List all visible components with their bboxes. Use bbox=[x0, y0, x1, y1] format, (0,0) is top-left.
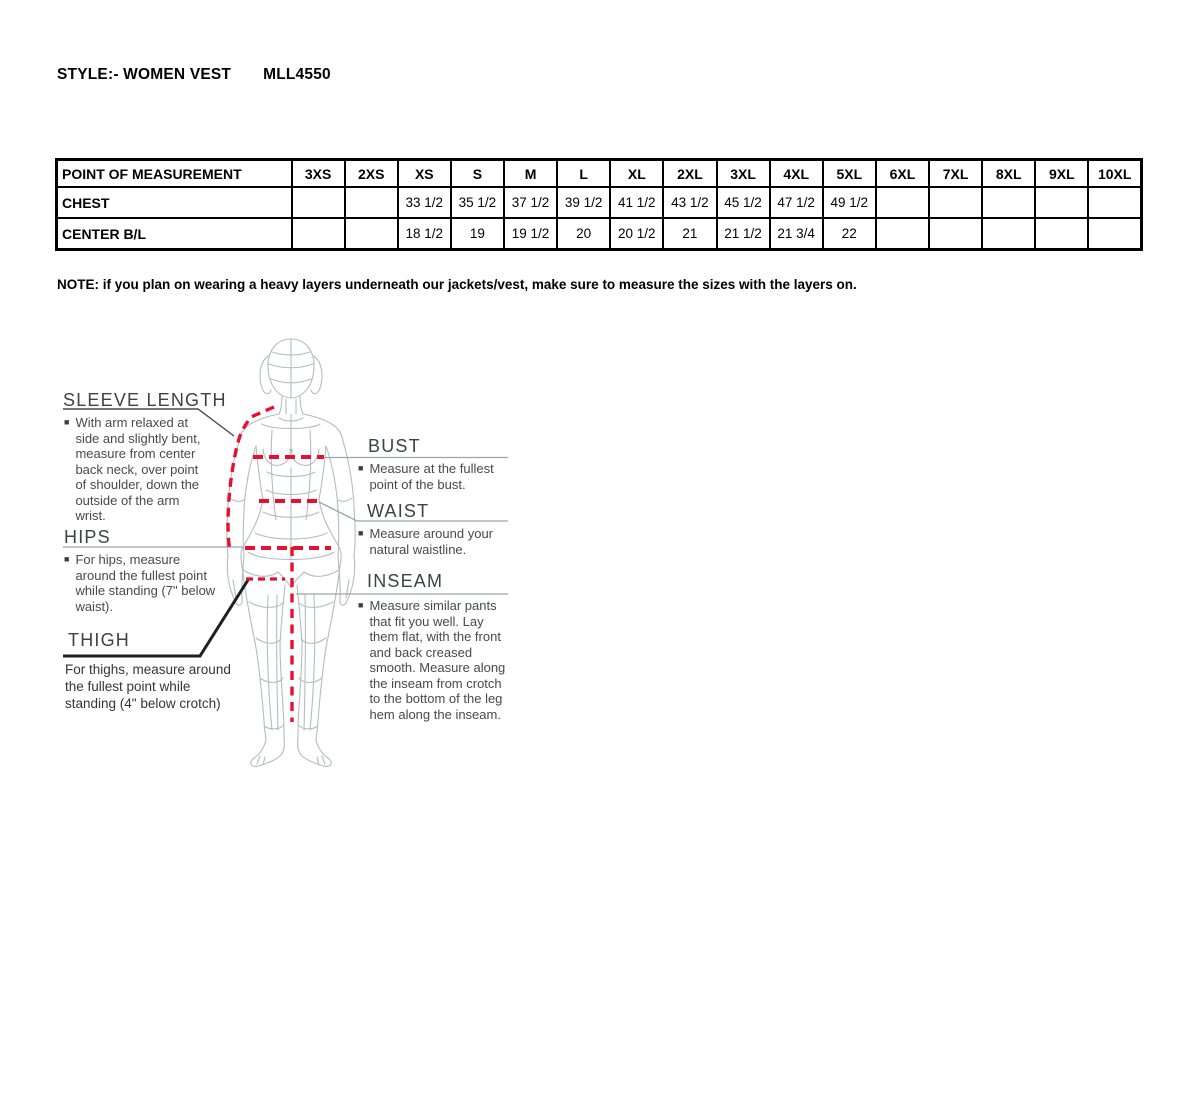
size-chart-header-row bbox=[57, 160, 1142, 188]
style-code: MLL4550 bbox=[263, 66, 331, 83]
measurement-cell: 33 1/2 bbox=[398, 187, 451, 218]
measurement-cell: 21 3/4 bbox=[770, 218, 823, 250]
row-label: CHEST bbox=[57, 187, 292, 218]
measurement-cell: 20 1/2 bbox=[610, 218, 663, 250]
measurement-cell: 21 1/2 bbox=[717, 218, 770, 250]
sleeve-length-description: ■ With arm relaxed at side and slightly bent, measure from center back neck, over point of shoulder, down the outside of the arm wrist. bbox=[64, 415, 201, 523]
measurement-cell: 20 bbox=[557, 218, 610, 250]
style-label: STYLE:- WOMEN VEST bbox=[57, 66, 232, 83]
page-title bbox=[57, 66, 331, 84]
measurement-cell bbox=[982, 218, 1035, 250]
measurement-cell bbox=[1035, 218, 1088, 250]
measurement-cell: 37 1/2 bbox=[504, 187, 557, 218]
measurement-cell bbox=[876, 218, 929, 250]
bullet-icon: ■ bbox=[64, 417, 70, 427]
column-header-size: 4XL bbox=[770, 160, 823, 188]
column-header-size: 2XL bbox=[663, 160, 716, 188]
column-header-size: M bbox=[504, 160, 557, 188]
measurement-cell bbox=[929, 187, 982, 218]
measurement-cell: 41 1/2 bbox=[610, 187, 663, 218]
measurement-cell bbox=[982, 187, 1035, 218]
measurement-cell bbox=[1088, 218, 1141, 250]
thigh-description: For thighs, measure around the fullest point while standing (4" below crotch) bbox=[65, 662, 231, 711]
measurement-cell bbox=[1088, 187, 1141, 218]
column-header-size: 10XL bbox=[1088, 160, 1141, 188]
measurement-cell: 19 bbox=[451, 218, 504, 250]
measurement-cell: 43 1/2 bbox=[663, 187, 716, 218]
measurement-cell bbox=[929, 218, 982, 250]
hips-description: ■ For hips, measure around the fullest point while standing (7" below waist). bbox=[64, 552, 216, 614]
table-row bbox=[57, 187, 1142, 218]
column-header-size: XL bbox=[610, 160, 663, 188]
measurement-cell bbox=[1035, 187, 1088, 218]
column-header-size: 5XL bbox=[823, 160, 876, 188]
thigh-heading: THIGH bbox=[68, 630, 130, 650]
measurement-cell: 49 1/2 bbox=[823, 187, 876, 218]
inseam-description: ■ Measure similar pants that fit you well. Lay them flat, with the front and back creased smooth. Measure along the inseam from crotch to the bottom of the leg hem along the inseam. bbox=[358, 598, 506, 722]
waist-heading: WAIST bbox=[367, 501, 430, 521]
column-header-size: 3XS bbox=[292, 160, 345, 188]
waist-description: ■ Measure around your natural waistline. bbox=[358, 526, 494, 557]
bullet-icon: ■ bbox=[64, 554, 70, 564]
column-header-size: 2XS bbox=[345, 160, 398, 188]
measurement-cell: 39 1/2 bbox=[557, 187, 610, 218]
column-header-size: XS bbox=[398, 160, 451, 188]
measurement-cell bbox=[345, 218, 398, 250]
bust-description: ■ Measure at the fullest point of the bust. bbox=[358, 461, 494, 492]
inseam-heading: INSEAM bbox=[367, 571, 444, 591]
hips-heading: HIPS bbox=[64, 527, 111, 547]
table-row bbox=[57, 218, 1142, 250]
column-header-size: 7XL bbox=[929, 160, 982, 188]
note-text: NOTE: if you plan on wearing a heavy layers underneath our jackets/vest, make sure to measure the sizes with the layers on. bbox=[57, 277, 857, 292]
measurement-cell: 35 1/2 bbox=[451, 187, 504, 218]
column-header-size: 6XL bbox=[876, 160, 929, 188]
column-header-size: L bbox=[557, 160, 610, 188]
size-chart-table bbox=[55, 158, 1143, 251]
measurement-cell: 21 bbox=[663, 218, 716, 250]
measurement-cell bbox=[876, 187, 929, 218]
column-header-point-of-measurement: POINT OF MEASUREMENT bbox=[57, 160, 292, 188]
measurement-cell: 47 1/2 bbox=[770, 187, 823, 218]
bullet-icon: ■ bbox=[358, 528, 364, 538]
row-label: CENTER B/L bbox=[57, 218, 292, 250]
sleeve-measure-line bbox=[228, 407, 274, 552]
measurement-cell bbox=[292, 187, 345, 218]
measurement-cell: 19 1/2 bbox=[504, 218, 557, 250]
measurement-cell: 45 1/2 bbox=[717, 187, 770, 218]
bust-heading: BUST bbox=[368, 436, 421, 456]
column-header-size: 9XL bbox=[1035, 160, 1088, 188]
measurement-cell bbox=[345, 187, 398, 218]
sleeve-length-heading: SLEEVE LENGTH bbox=[63, 390, 227, 410]
bullet-icon: ■ bbox=[358, 463, 364, 473]
measurement-cell: 22 bbox=[823, 218, 876, 250]
column-header-size: 3XL bbox=[717, 160, 770, 188]
column-header-size: S bbox=[451, 160, 504, 188]
size-chart-body bbox=[57, 187, 1142, 250]
column-header-size: 8XL bbox=[982, 160, 1035, 188]
bullet-icon: ■ bbox=[358, 600, 364, 610]
measurement-cell: 18 1/2 bbox=[398, 218, 451, 250]
measurement-cell bbox=[292, 218, 345, 250]
